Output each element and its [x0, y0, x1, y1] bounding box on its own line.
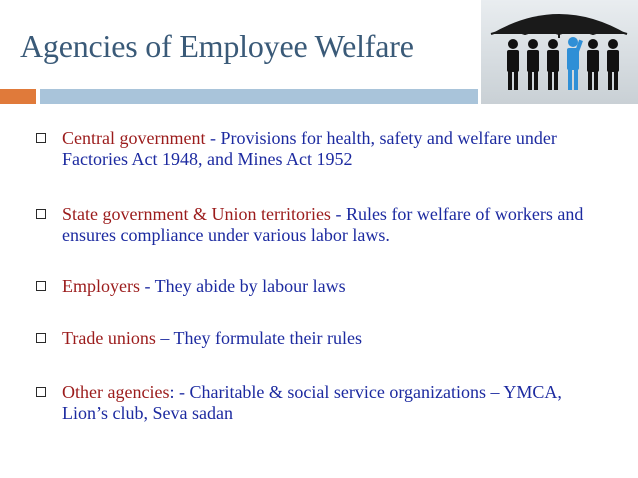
bullet-desc: Charitable & social service organizations – YMCA, Lion’s club, Seva sadan [62, 382, 562, 423]
square-bullet-icon [36, 133, 46, 143]
bullet-text [62, 382, 607, 424]
bullet-desc: Provisions for health, safety and welfare under Factories Act 1948, and Mines Act 1952 [62, 128, 557, 169]
bullet-term: Employers [62, 276, 140, 296]
square-bullet-icon [36, 209, 46, 219]
bullet-sep: - [205, 128, 221, 148]
bullet-text [62, 128, 607, 170]
bullet-sep: - [140, 276, 155, 296]
square-bullet-icon [36, 281, 46, 291]
bullet-term: Central government [62, 128, 206, 148]
accent-bar-orange [0, 89, 36, 104]
list-item [36, 128, 607, 170]
square-bullet-icon [36, 333, 46, 343]
bullet-sep: – [155, 328, 174, 348]
bullet-term: Trade unions [62, 328, 156, 348]
square-bullet-icon [36, 387, 46, 397]
bullet-desc: Rules for welfare of workers and ensures compliance under various labor laws. [62, 204, 584, 245]
bullet-term: State government & Union territories [62, 204, 331, 224]
bullet-desc: They abide by labour laws [154, 276, 346, 296]
bullet-term: Other agencies [62, 382, 170, 402]
bullet-desc: They formulate their rules [173, 328, 362, 348]
bullet-text [62, 204, 607, 246]
list-item [36, 276, 607, 297]
accent-bar-blue [40, 89, 478, 104]
list-item [36, 204, 607, 246]
slide-title: Agencies of Employee Welfare [20, 28, 414, 64]
list-item [36, 382, 607, 424]
bullet-text [62, 328, 607, 349]
bullet-sep: - [330, 204, 346, 224]
umbrella-people-icon [481, 0, 638, 104]
bullet-text [62, 276, 607, 297]
bullet-sep: : - [169, 382, 190, 402]
list-item [36, 328, 607, 349]
umbrella-people-image [481, 0, 638, 104]
